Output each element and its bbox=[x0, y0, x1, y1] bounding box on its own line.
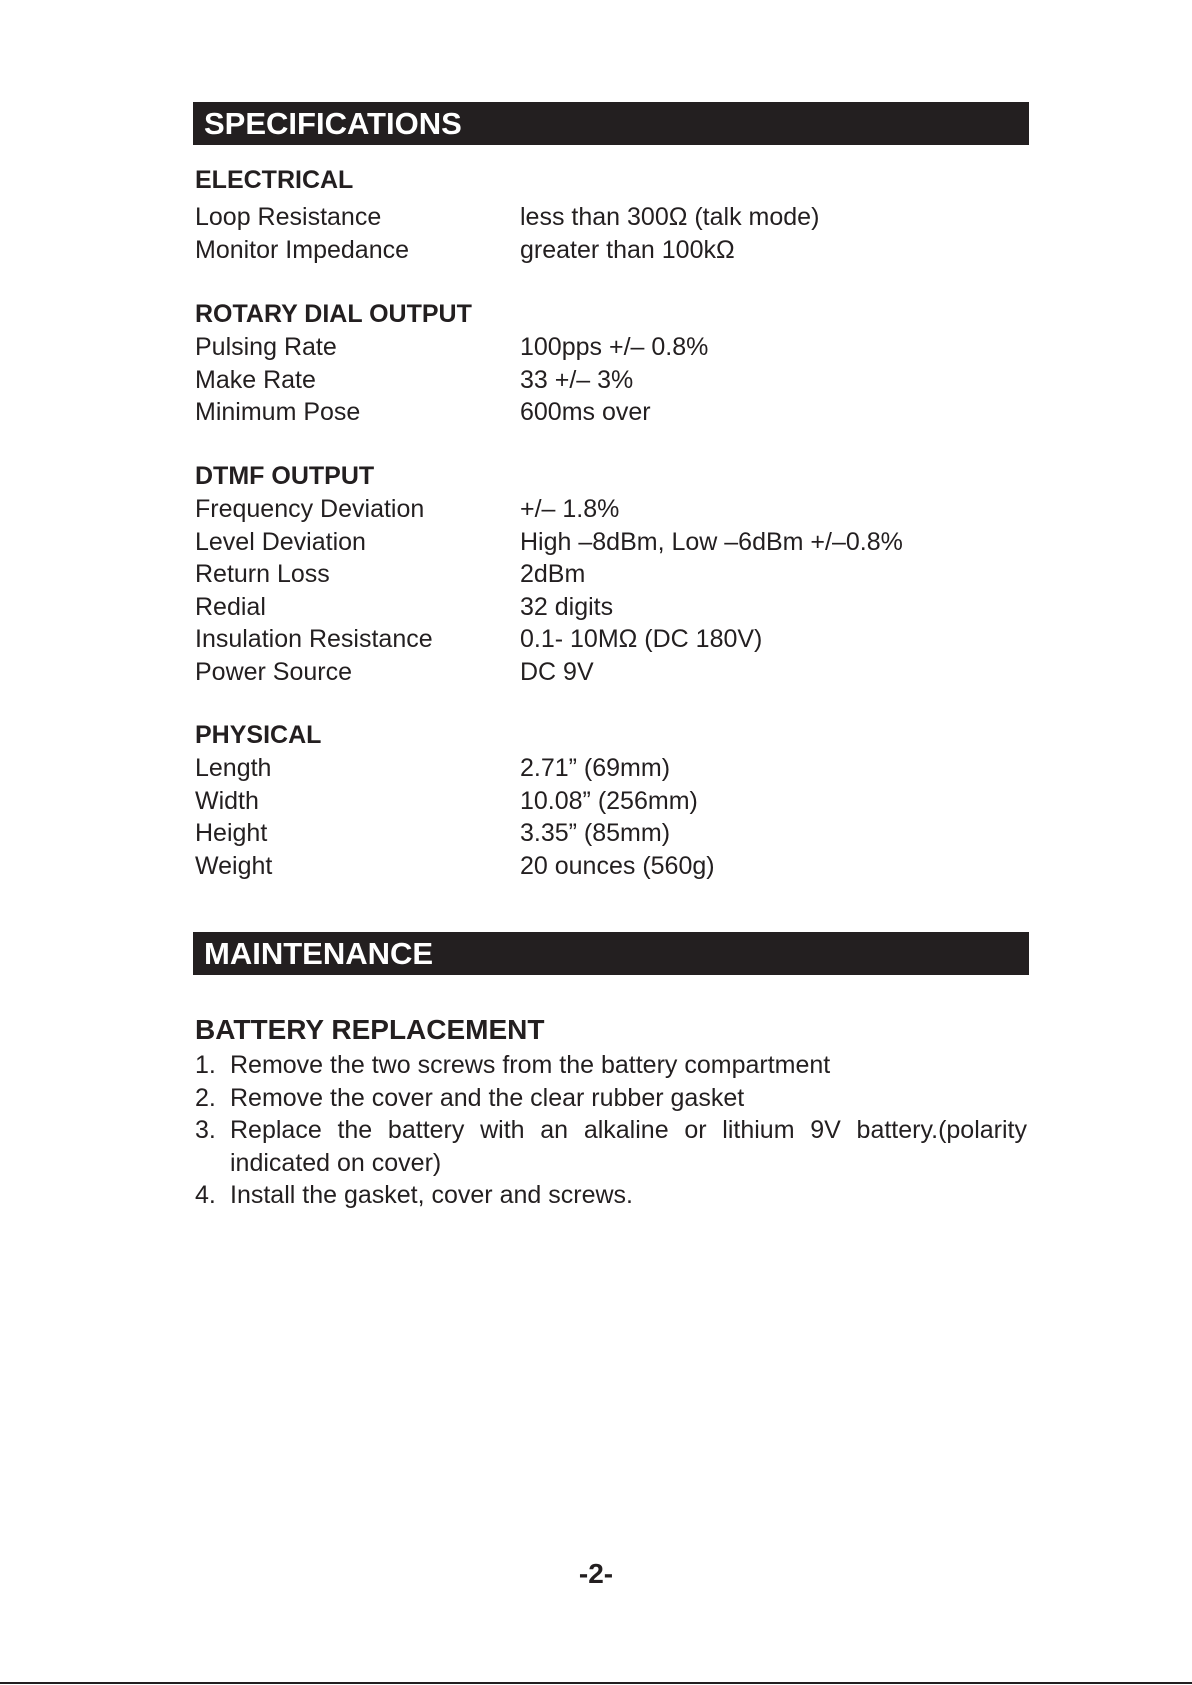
spec-value: 3.35” (85mm) bbox=[520, 819, 671, 847]
spec-value: DC 9V bbox=[520, 657, 594, 686]
step-text: Install the gasket, cover and screws. bbox=[230, 1181, 633, 1209]
spec-label: Insulation Resistance bbox=[195, 625, 433, 653]
spec-label: Length bbox=[195, 754, 272, 782]
spec-value: High –8dBm, Low –6dBm +/–0.8% bbox=[520, 527, 903, 556]
spec-label: Weight bbox=[195, 851, 273, 880]
spec-label: Make Rate bbox=[195, 365, 316, 394]
battery-replacement-heading: BATTERY REPLACEMENT bbox=[195, 1014, 545, 1045]
spec-row bbox=[195, 591, 1025, 624]
spec-row bbox=[195, 656, 1025, 689]
spec-row bbox=[195, 396, 1025, 429]
list-item bbox=[195, 1179, 1027, 1212]
spec-label: Height bbox=[195, 819, 268, 847]
spec-value: 600ms over bbox=[520, 398, 651, 426]
list-item bbox=[195, 1114, 1027, 1179]
spec-value: 0.1- 10MΩ (DC 180V) bbox=[520, 625, 763, 653]
spec-row bbox=[195, 201, 1025, 234]
list-item bbox=[195, 1049, 1027, 1082]
spec-label: Pulsing Rate bbox=[195, 333, 337, 361]
spec-value: 2.71” (69mm) bbox=[520, 754, 671, 782]
spec-value: +/– 1.8% bbox=[520, 495, 620, 523]
spec-value: 20 ounces (560g) bbox=[520, 851, 715, 880]
spec-row bbox=[195, 752, 1025, 785]
spec-label: Frequency Deviation bbox=[195, 495, 425, 523]
maintenance-banner: MAINTENANCE bbox=[193, 932, 1029, 975]
spec-value: 10.08” (256mm) bbox=[520, 786, 698, 815]
list-item bbox=[195, 1082, 1027, 1115]
step-text: Remove the two screws from the battery compartment bbox=[230, 1051, 831, 1079]
physical-heading: PHYSICAL bbox=[195, 721, 322, 749]
spec-row bbox=[195, 558, 1025, 591]
spec-value: 33 +/– 3% bbox=[520, 365, 634, 394]
rotary-dial-output-heading: ROTARY DIAL OUTPUT bbox=[195, 300, 472, 328]
spec-row bbox=[195, 623, 1025, 656]
spec-label: Loop Resistance bbox=[195, 203, 382, 231]
bottom-divider bbox=[0, 1682, 1192, 1684]
dtmf-output-specs bbox=[195, 493, 1025, 688]
spec-label: Minimum Pose bbox=[195, 398, 361, 426]
spec-label: Level Deviation bbox=[195, 527, 366, 556]
spec-row bbox=[195, 817, 1025, 850]
step-number: 1. bbox=[195, 1051, 216, 1079]
spec-label: Return Loss bbox=[195, 560, 330, 588]
spec-row bbox=[195, 364, 1025, 397]
specifications-banner: SPECIFICATIONS bbox=[193, 102, 1029, 145]
step-number: 3. bbox=[195, 1116, 216, 1144]
spec-value: less than 300Ω (talk mode) bbox=[520, 203, 820, 231]
spec-label: Monitor Impedance bbox=[195, 235, 410, 264]
spec-value: greater than 100kΩ bbox=[520, 235, 735, 264]
rotary-dial-output-specs bbox=[195, 331, 1025, 429]
spec-row bbox=[195, 331, 1025, 364]
electrical-specs bbox=[195, 201, 1025, 266]
battery-replacement-steps bbox=[195, 1049, 1027, 1212]
spec-value: 2dBm bbox=[520, 560, 586, 588]
spec-row bbox=[195, 850, 1025, 883]
electrical-heading: ELECTRICAL bbox=[195, 166, 354, 194]
spec-row bbox=[195, 526, 1025, 559]
page-number: -2- bbox=[578, 1558, 614, 1589]
step-number: 2. bbox=[195, 1083, 216, 1112]
spec-row bbox=[195, 785, 1025, 818]
spec-label: Redial bbox=[195, 592, 266, 621]
physical-specs bbox=[195, 752, 1025, 882]
spec-label: Power Source bbox=[195, 657, 353, 686]
spec-value: 100pps +/– 0.8% bbox=[520, 333, 709, 361]
step-text: Replace the battery with an alkaline or lithium 9V battery.(polarity indicated on cover) bbox=[230, 1116, 1027, 1177]
step-text: Remove the cover and the clear rubber gasket bbox=[230, 1083, 745, 1112]
spec-row bbox=[195, 234, 1025, 267]
dtmf-output-heading: DTMF OUTPUT bbox=[195, 462, 375, 490]
spec-row bbox=[195, 493, 1025, 526]
spec-label: Width bbox=[195, 786, 259, 815]
spec-value: 32 digits bbox=[520, 592, 614, 621]
step-number: 4. bbox=[195, 1181, 216, 1209]
